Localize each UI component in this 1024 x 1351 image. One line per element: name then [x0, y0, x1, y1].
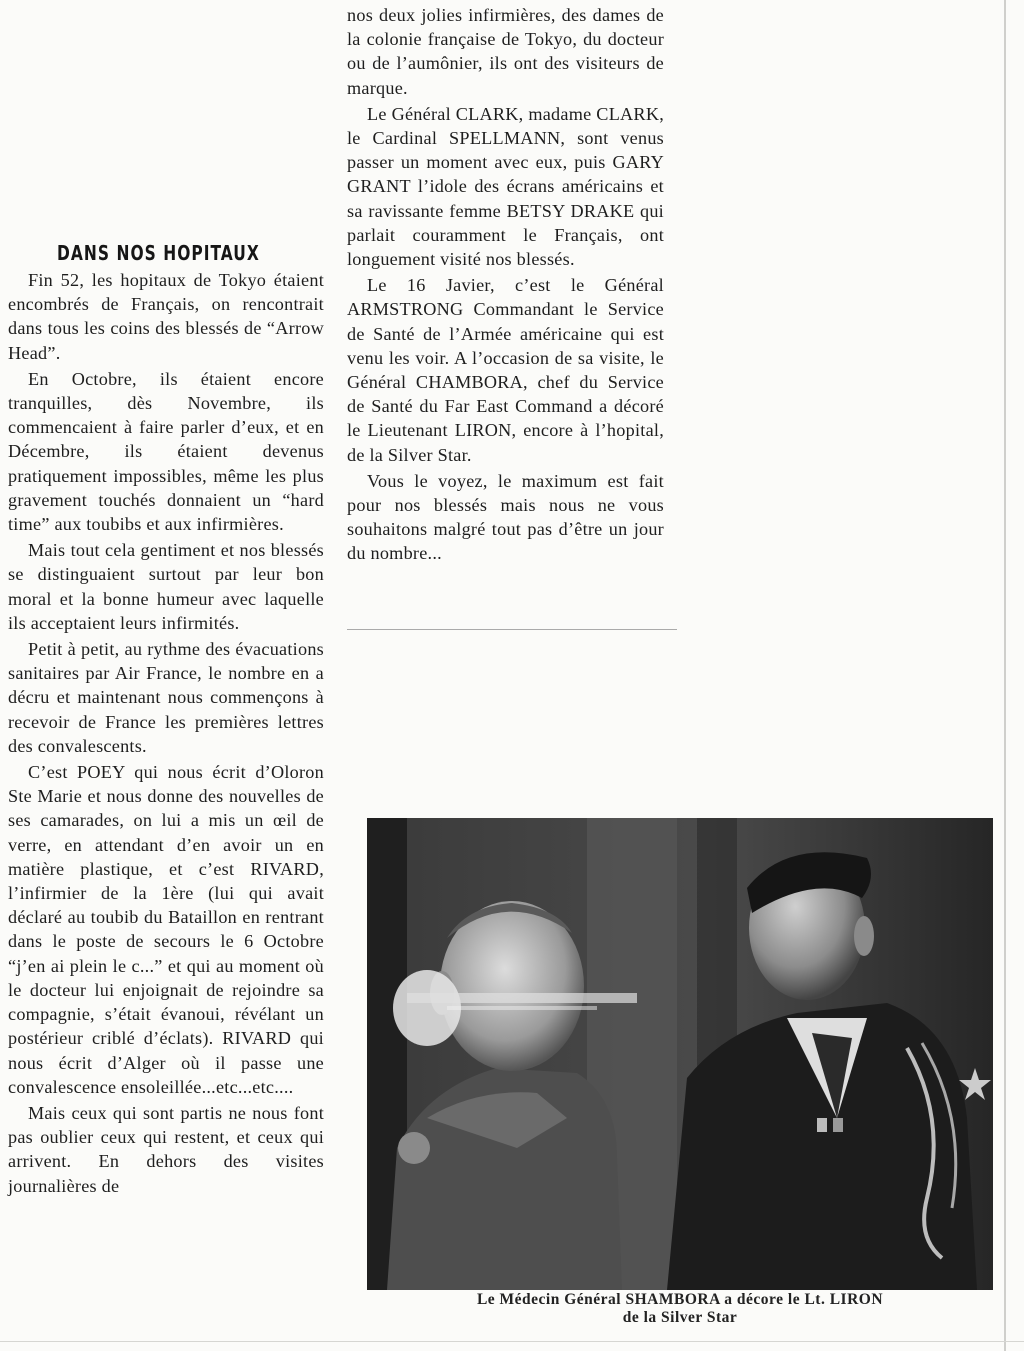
- page-edge: [1004, 0, 1006, 1351]
- column-end-rule: [347, 629, 677, 630]
- photo-illustration: [367, 818, 993, 1290]
- photo: [367, 818, 993, 1290]
- caption-line: de la Silver Star: [622, 1309, 738, 1326]
- paragraph: Le 16 Javier, c’est le Général ARMSTRONG Commandant le Service de Santé de l’Armée américaine qui est venu les voir. A l’occasion de sa visite, le Général CHAMBORA, chef du Service de Santé du Far East Command a décoré le Lieutenant LIRON, encore à l’hopital, de la Silver Star.: [347, 275, 664, 465]
- caption-line: Le Médecin Général SHAMBORA a décore le Lt. LIRON: [476, 1291, 884, 1308]
- paragraph: Petit à petit, au rythme des évacuations sanitaires par Air France, le nombre en a décru et maintenant nous commençons à recevoir de France les premières lettres des convalescents.: [8, 639, 324, 756]
- article-headline: DANS NOS HOPITAUX: [57, 241, 260, 265]
- paragraph: Mais ceux qui sont partis ne nous font pas oublier ceux qui restent, et ceux qui arrivent. En dehors des visites journalières de: [8, 1102, 324, 1196]
- paragraph: En Octobre, ils étaient encore tranquilles, dès Novembre, ils commencaient à faire parler d’eux, et en Décembre, ils étaient devenus pratiquement impossibles, même les plus gravement touchés donnaient un “hard time” aux toubibs et aux infirmières.: [8, 368, 324, 535]
- paragraph: nos deux jolies infirmières, des dames de la colonie française de Tokyo, du docteur ou de l’aumônier, ils ont des visiteurs de marque.: [347, 5, 664, 98]
- paragraph: Mais tout cela gentiment et nos blessés se distinguaient surtout par leur bon moral et la bonne humeur avec laquelle ils acceptaient leurs infirmités.: [8, 540, 324, 633]
- paragraph: Le Général CLARK, madame CLARK, le Cardinal SPELLMANN, sont venus passer un moment avec eux, puis GARY GRANT l’idole des écrans américains et sa ravissante femme BETSY DRAKE qui parlait couramment le Français, ont longuement visité nos blessés.: [347, 103, 664, 270]
- article-left-column: [8, 268, 324, 1200]
- paragraph: C’est POEY qui nous écrit d’Oloron Ste Marie et nous donne des nouvelles de ses camarades, on lui a mis un œil de verre, en attendant d’en avoir un en matière plastique, et c’est RIVARD, l’infirmier de la 1ère (lui qui avait déclaré au toubib du Bataillon en rentrant dans le poste de secours le 6 Octobre “j’en ai plein le c...” et qui au moment où le docteur lui enjoignait de rejoindre sa compagnie, s’était évanoui, révélant un postérieur criblé d’éclats). RIVARD qui nous écrit d’Alger où il passe une convalescence ensoleillée...etc...etc....: [8, 762, 324, 1097]
- article-right-column: [347, 3, 664, 568]
- page-bottom-edge: [0, 1341, 1024, 1342]
- paragraph: Vous le voyez, le maximum est fait pour nos blessés mais nous ne vous souhaitons malgré tout pas d’être un jour du nombre...: [347, 470, 664, 564]
- paragraph: Fin 52, les hopitaux de Tokyo étaient encombrés de Français, on rencontrait dans tous les coins des blessés de “Arrow Head”.: [8, 270, 324, 363]
- photo-caption: [367, 1291, 993, 1327]
